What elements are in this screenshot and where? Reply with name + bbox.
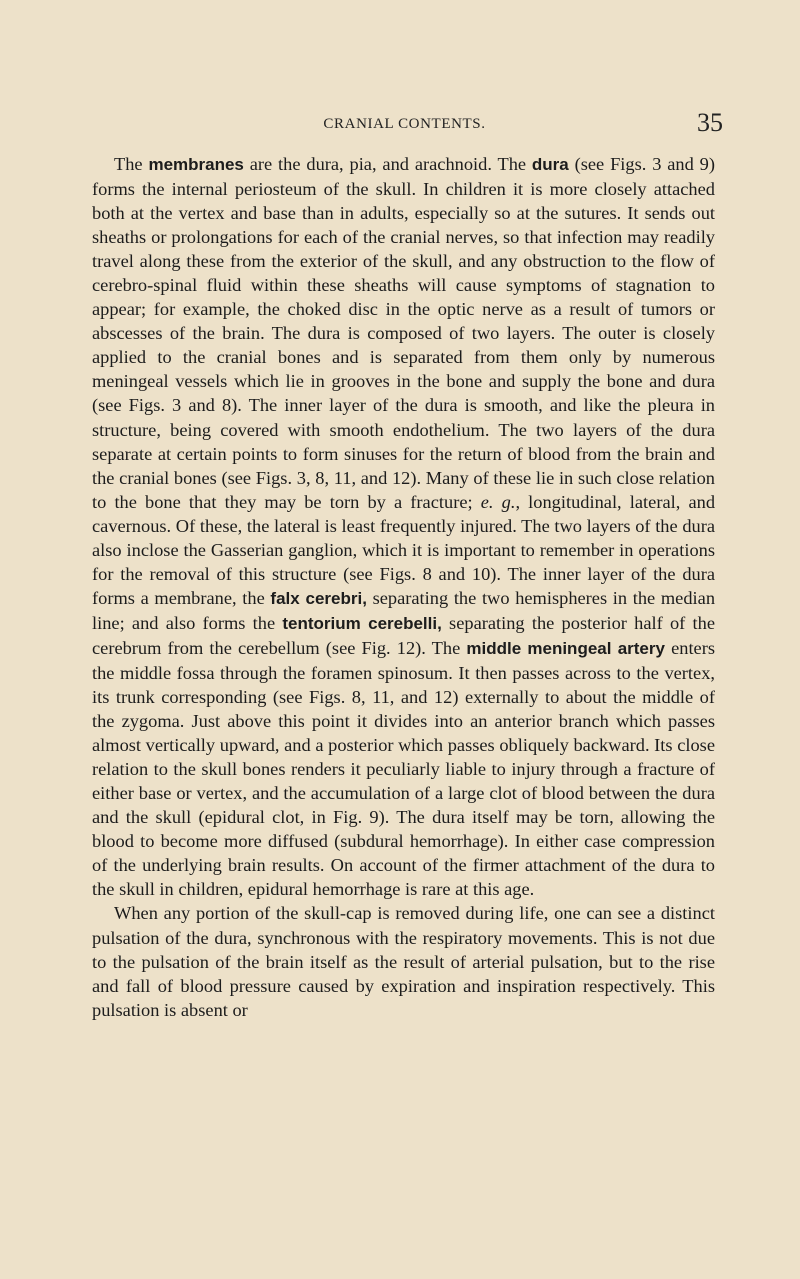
keyword-dura: dura	[531, 155, 569, 174]
keyword-membranes: membranes	[148, 155, 244, 174]
text-run: separating the posterior half of the cerebrum from the cerebellum (see Fig. 12). The	[92, 612, 715, 658]
running-header	[92, 108, 723, 148]
text-run: enters the middle fossa through the foramen spinosum. It then passes across to the vertex, its trunk corresponding (see Figs. 8, 11, and 12) externally to about the middle of the zygoma. Just above this point it divides into an anterior branch which passes almost vertically upward, and a posterior which passes obliquely backward. Its close relation to the skull bones renders it peculiarly liable to injury through a fracture of either base or vertex, and the accumulation of a large clot of blood between the dura and the skull (epidural clot, in Fig. 9). The dura itself may be torn, allowing the blood to become more diffused (subdural hemorrhage). In either case compression of the underlying brain results. On account of the firmer attachment of the dura to the skull in children, epidural hemorrhage is rare at this age.	[92, 637, 715, 900]
text-run: separating the two hemispheres in the median line; and also forms the	[92, 587, 716, 633]
text-run: , longitudinal, lateral, and cavernous. Of these, the lateral is least frequently injured. The two layers of the dura also inclose the Gasserian ganglion, which it is important to remember in operations for the removal of this structure (see Figs. 8 and 10). The inner layer of the dura forms a membrane, the	[92, 491, 716, 608]
keyword-falx-cerebri: falx cerebri,	[270, 588, 367, 608]
keyword-tentorium-cerebelli: tentorium cerebelli,	[282, 613, 442, 633]
paragraph-pulsation	[92, 901, 715, 1021]
paragraph-membranes	[92, 152, 715, 901]
italic-eg: e. g.	[480, 491, 516, 512]
text-run: The	[114, 154, 149, 174]
keyword-middle-meningeal-artery: middle meningeal artery	[466, 638, 665, 658]
page-number: 35	[697, 108, 723, 137]
running-title: CRANIAL CONTENTS.	[323, 116, 486, 132]
text-run: (see Figs. 3 and 9) forms the internal periosteum of the skull. In children it is more closely attached both at the vertex and base than in adults, especially so at the sutures. It sends out sheaths or prolongations for each of the cranial nerves, so that infection may readily travel along these from the exterior of the skull, and any obstruction to the flow of cerebro-spinal fluid within these sheaths will cause symptoms of stagnation to appear; for example, the choked disc in the optic nerve as a result of tumors or abscesses of the brain. The dura is composed of two layers. The outer is closely applied to the cranial bones and is separated from them only by numerous meningeal vessels which lie in grooves in the bone and supply the bone and dura (see Figs. 3 and 8). The inner layer of the dura is smooth, and like the pleura in structure, being covered with smooth endothelium. The two layers of the dura separate at certain points to form sinuses for the return of blood from the brain and the cranial bones (see Figs. 3, 8, 11, and 12). Many of these lie in such close relation to the bone that they may be torn by a fracture;	[92, 154, 715, 512]
text-run: When any portion of the skull-cap is removed during life, one can see a distinct pulsation of the dura, synchronous with the respiratory movements. This is not due to the pulsation of the brain itself as the result of arterial pulsation, but to the rise and fall of blood pressure caused by expiration and inspiration respectively. This pulsation is absent or	[92, 903, 715, 1020]
text-run: are the dura, pia, and arachnoid. The	[243, 154, 532, 174]
body-text	[92, 152, 715, 1022]
